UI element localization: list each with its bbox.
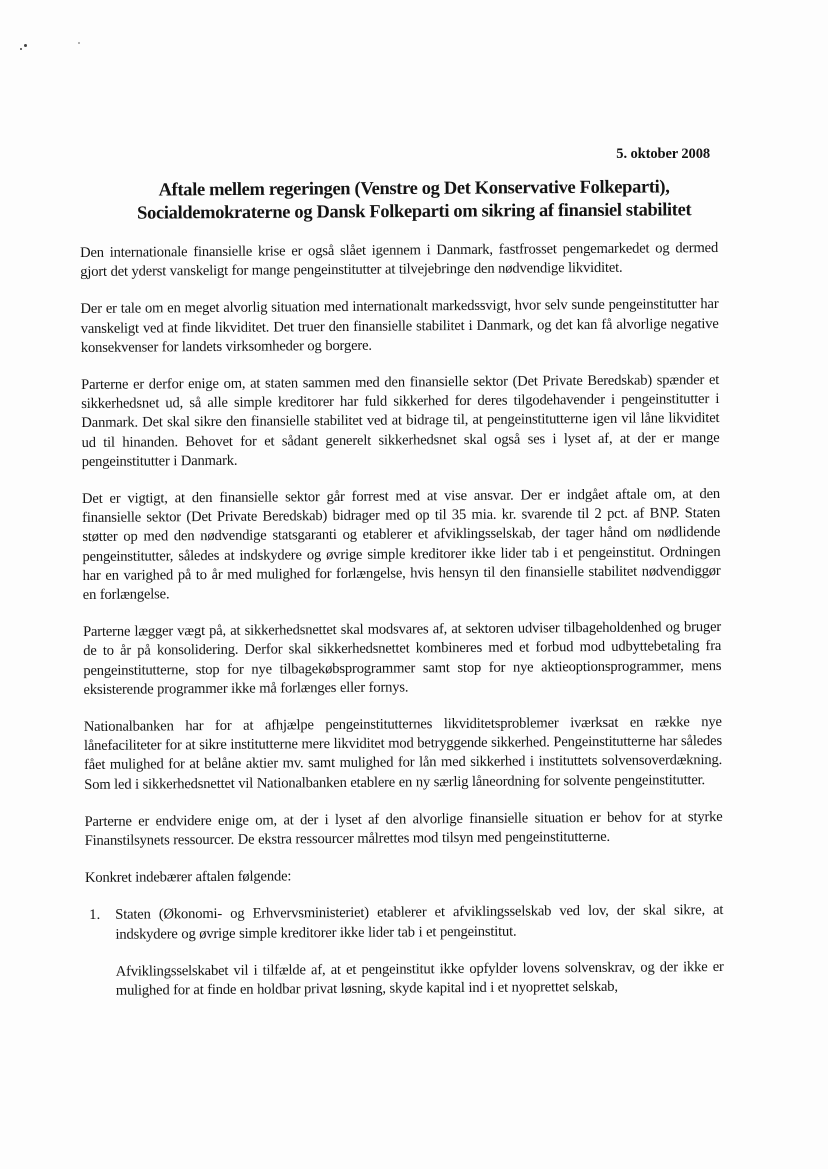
title-line-2: Socialdemokraterne og Dansk Folkeparti om sikring af finansiel stabilitet — [137, 200, 692, 224]
scan-speck — [24, 44, 27, 47]
scan-speck — [20, 48, 22, 50]
document-date: 5. oktober 2008 — [616, 146, 710, 162]
document-title — [78, 176, 750, 226]
list-item-number: 1. — [89, 907, 101, 924]
paragraph-2: Der er tale om en meget alvorlig situation med internationalt markedssvigt, hvor selv sunde pengeinstitutter har vanskeligt ved at finde likviditet. Det truer den finansielle stabilitet i Danmark, og det kan få alvorlige negative konsekvenser for landets virksomheder og borgere. — [80, 296, 719, 356]
paragraph-6: Nationalbanken har for at afhjælpe pengeinstitutternes likviditetsproblemer iværksat en række nye lånefaciliteter for at sikre institutterne mere likviditet mod betryggende sikkerhed. Pengeinstitutterne har således fået mulighed for at belåne aktier mv. samt mulighed for lån med sikkerhed i instituttets solvensoverdækning. Som led i sikkerhedsnettet vil Nationalbanken etablere en ny særlig låneordning for solvente pengeinstitutter. — [83, 714, 723, 793]
paragraph-7: Parterne er endvidere enige om, at der i lyset af den alvorlige finansielle situation er behov for at styrke Finanstilsynets ressourcer. De ekstra ressourcer målrettes mod tilsyn med pengeinstitutterne. — [84, 808, 723, 850]
list-item-paragraph-2: Afviklingsselskabet vil i tilfælde af, at et pengeinstitut ikke opfylder lovens solvenskrav, og der ikke er mulighed for at finde en holdbar privat løsning, skyde kapital ind i et nyoprettet selskab, — [115, 958, 724, 999]
paragraph-8: Konkret indebærer aftalen følgende: — [84, 868, 292, 887]
title-line-1: Aftale mellem regeringen (Venstre og Det Konservative Folkeparti), — [158, 177, 670, 201]
agreement-list — [85, 901, 724, 1001]
list-item-paragraph-1: Staten (Økonomi- og Erhvervsministeriet) etablerer et afviklingsselskab ved lov, der skal sikre, at indskydere og øvrige simple kreditorer ikke lider tab i et pengeinstitut. — [115, 902, 724, 943]
paragraph-4: Det er vigtigt, at den finansielle sektor går forrest med at vise ansvar. Der er indgået aftale om, at den finansielle sektor (Det Private Beredskab) bidrager med op til 35 mia. kr. svarende til 2 pct. af BNP. Staten støtter op med den nødvendige statsgaranti og etablerer et afviklingsselskab, der tager hånd om nødlidende pengeinstitutter, således at indskydere og øvrige simple kreditorer ikke lider tab i et pengeinstitut. Ordningen har en varighed på to år med mulighed for forlængelse, hvis hensyn til den finansielle stabilitet nødvendiggør en forlængelse. — [81, 486, 721, 604]
paragraph-5: Parterne lægger vægt på, at sikkerhedsnettet skal modsvares af, at sektoren udviser tilbageholdenhed og bruger de to år på konsolidering. Derfor skal sikkerhedsnettet kombineres med et forbud mod udbyttebetaling fra pengeinstitutterne, stop for nye tilbagekøbsprogrammer samt stop for nye aktieoptionsprogrammer, mens eksisterende programmer ikke må forlænges eller fornys. — [82, 619, 722, 698]
paragraph-1: Den internationale finansielle krise er også slået igennem i Danmark, fastfrosset pengemarkedet og dermed gjort det yderst vanskeligt for mange pengeinstitutter at tilvejebringe den nødvendige likviditet. — [80, 239, 719, 281]
document-body — [80, 239, 724, 1019]
list-item — [85, 901, 724, 1001]
scan-speck — [78, 42, 80, 44]
paragraph-3: Parterne er derfor enige om, at staten sammen med den finansielle sektor (Det Private Beredskab) spænder et sikkerhedsnet ud, så alle simple kreditorer har fuld sikkerhed for deres tilgodehavender i pengeinstitutter i Danmark. Det skal sikre den finansielle stabilitet ved at bidrage til, at pengeinstitutterne igen vil låne likviditet ud til hinanden. Behovet for et sådant generelt sikkerhedsnet skal også ses i lyset af, at der er mange pengeinstitutter i Danmark. — [81, 372, 720, 470]
